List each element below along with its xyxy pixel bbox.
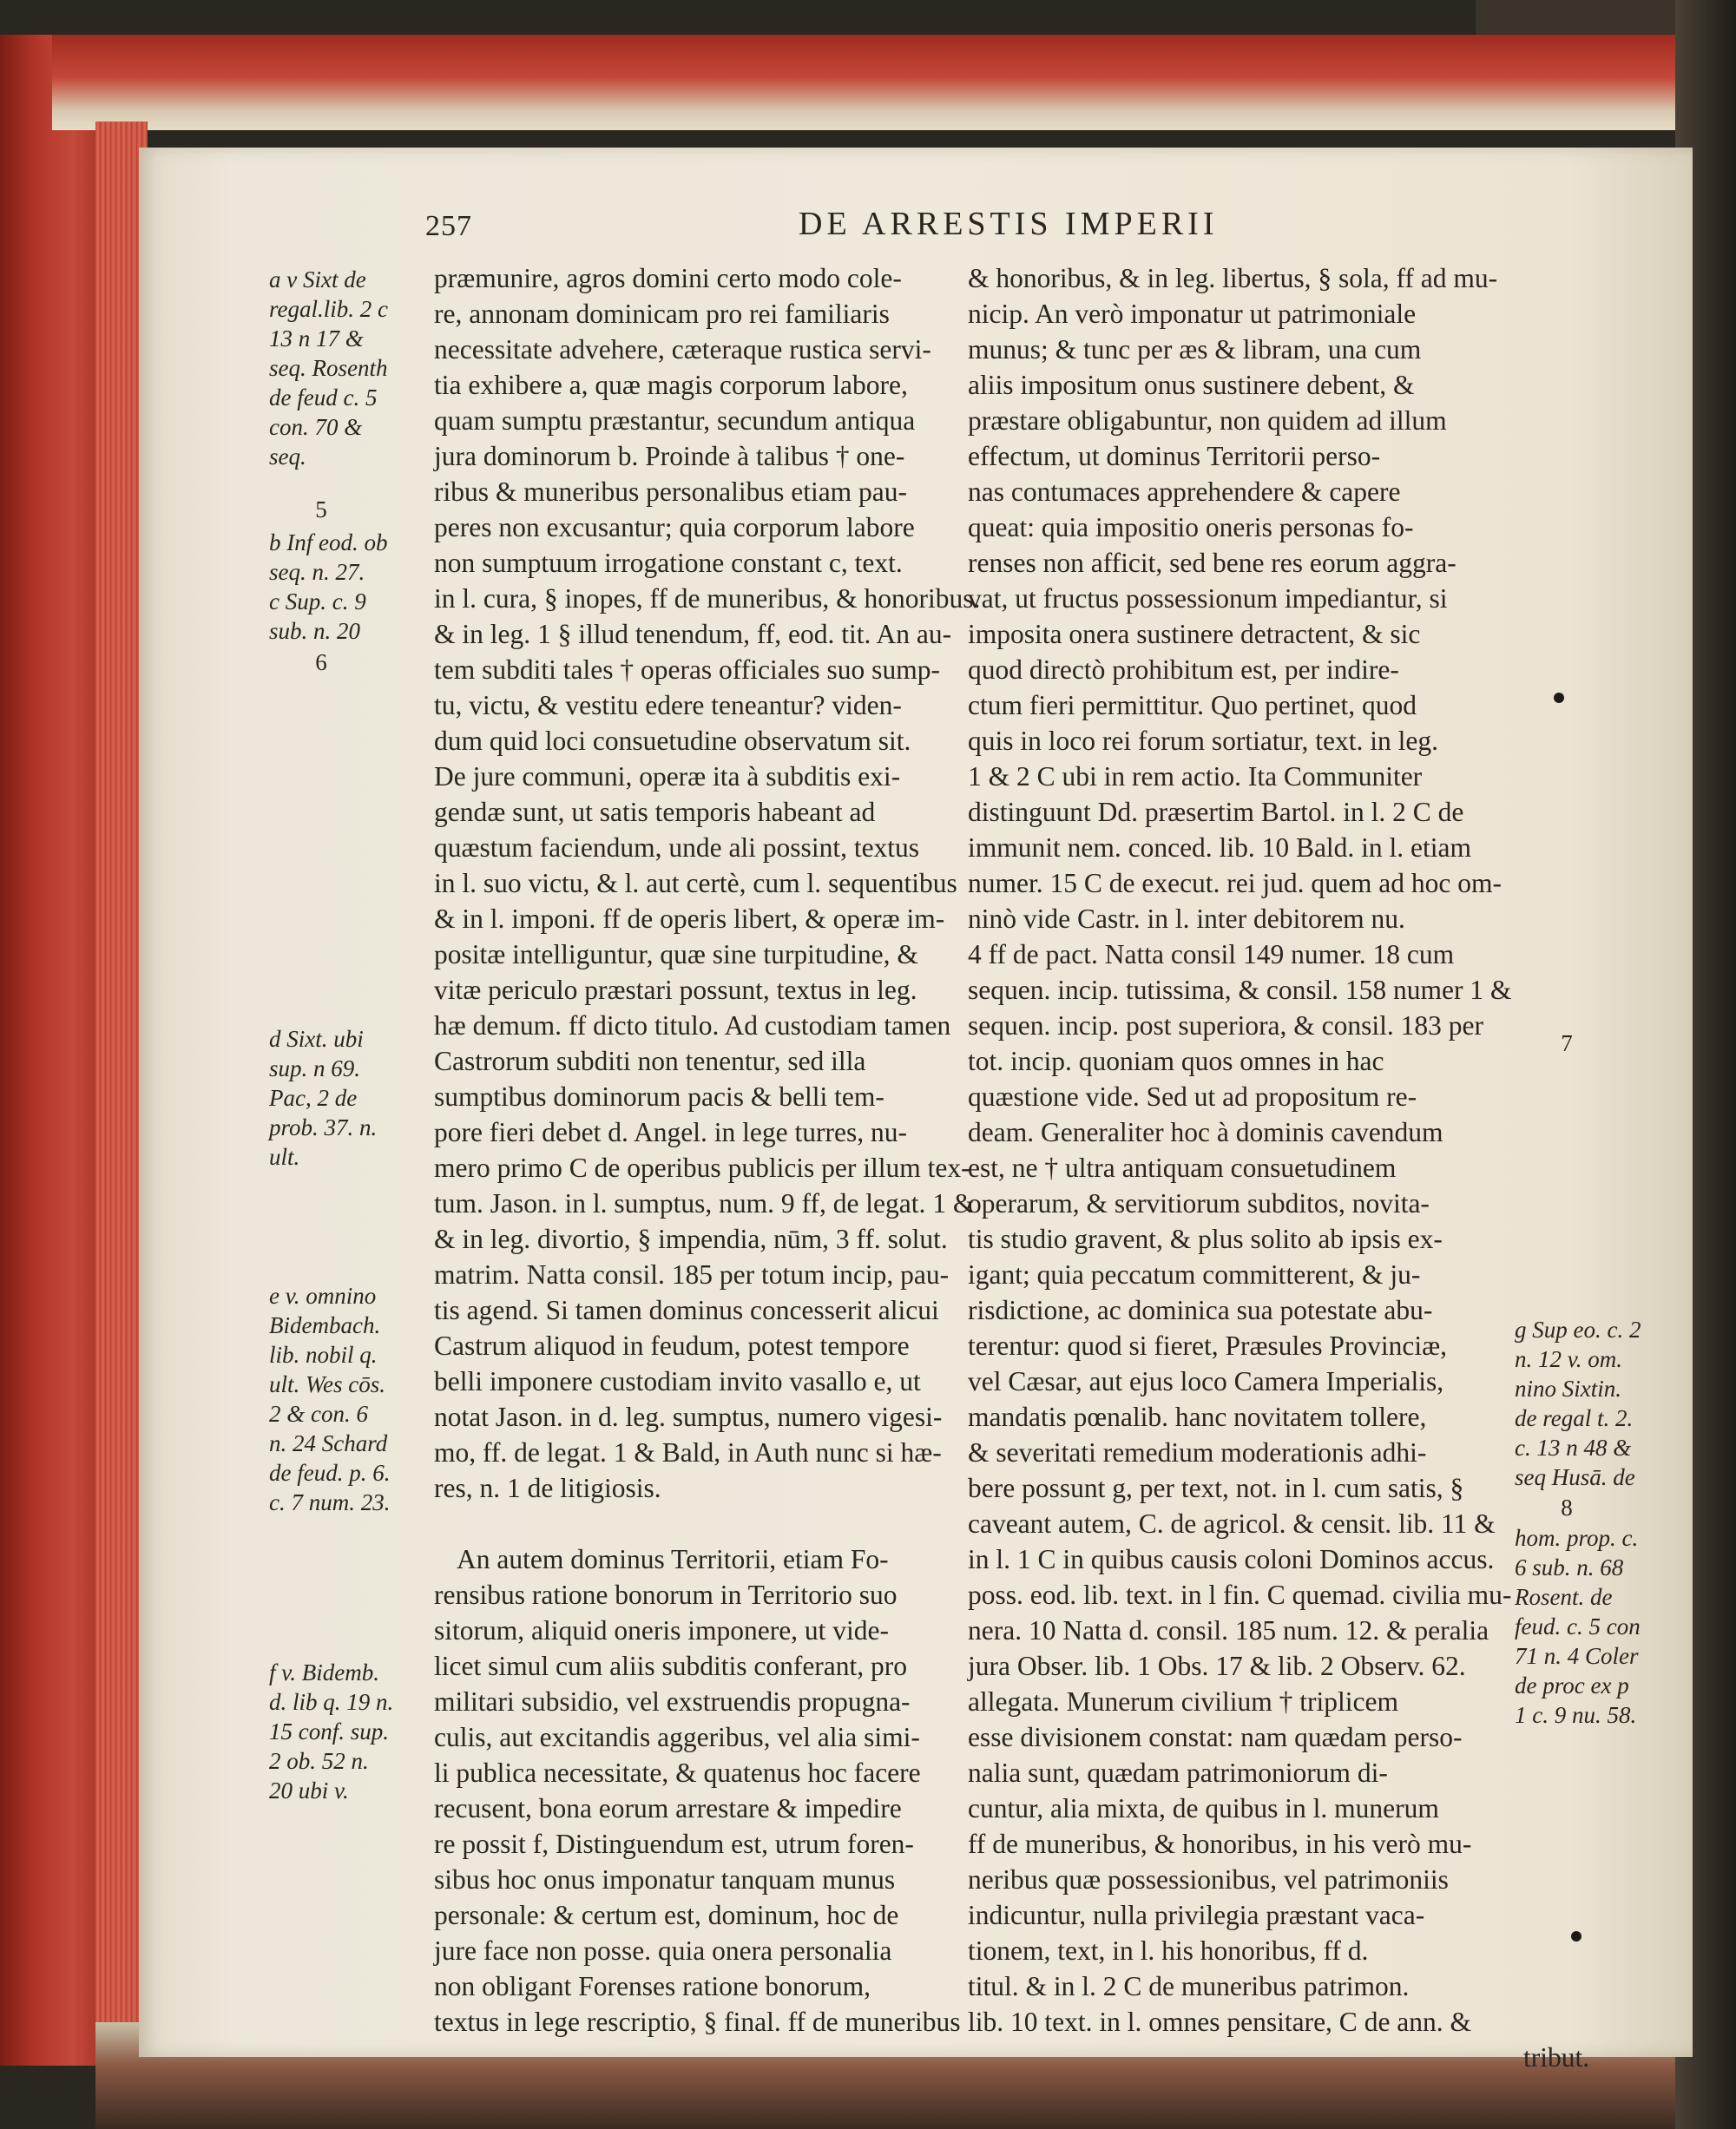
margin-note-d: d Sixt. ubi sup. n 69. Pac, 2 de prob. 37. n. ult. — [269, 1026, 378, 1170]
text-column-right: & honoribus, & in leg. libertus, § sola, ff ad mu- nicip. An verò imponatur ut patrimoniale munus; & tunc per æs & libram, una cum aliis impositum onus sustinere debent, & præstare obligabuntur, non quidem ad illum effectum, ut dominus Territorii perso- nas contumaces apprehendere & capere queat: quia impositio oneris personas fo- renses non afficit, sed bene res eorum aggra- vat, ut fructus possessionum impediantur, si imposita onera sustinere detractent, & sic quod directò prohibitum est, per indire- ctum fieri permittitur. Quo pertinet, quod quis in loco rei forum sortiatur, text. in leg. 1 & 2 C ubi in rem actio. Ita Communiter distinguunt Dd. præsertim Bartol. in l. 2 C de immunit nem. conced. lib. 10 Bald. in l. etiam numer. 15 C de execut. rei jud. quem ad hoc om- ninò vide Castr. in l. inter debitorem nu. 4 ff de pact. Natta consil 149 numer. 18 cum sequen. incip. tutissima, & consil. 158 numer 1 & sequen. incip. post superiora, & consil. 183 per tot. incip. quoniam quos omnes in hac quæstione vide. Sed ut ad propositum re- deam. Generaliter hoc à dominis cavendum est, ne † ultra antiquam consuetudinem operarum, & servitiorum subditos, novita- tis studio gravent, & plus solito ab ipsis ex- igant; quia peccatum committerent, & ju- risdictione, ac dominica sua potestate abu- terentur: quod si fieret, Præsules Provinciæ, vel Cæsar, aut ejus loco Camera Imperialis, mandatis pœnalib. hanc novitatem tollere, & severitati remedium moderationis adhi- bere possunt g, per text, not. in l. cum satis, § caveant autem, C. de agricol. & censit. lib. 11 & in l. 1 C in quibus causis coloni Dominos accus. poss. eod. lib. text. in l fin. C quemad. civilia mu- nera. 10 Natta d. consil. 185 num. 12. & peralia jura Obser. lib. 1 Obs. 17 & lib. 2 Observ. 62. allegata. Munerum civilium † triplicem esse divisionem constat: nam quædam perso- nalia sunt, quædam patrimoniorum di- cuntur, alia mixta, de quibus in l. munerum ff de muneribus, & honoribus, in his verò mu- neribus quæ possessionibus, vel patrimoniis indicuntur, nulla privilegia præstant vaca- tionem, text, in l. his honoribus, ff d. titul. & in l. 2 C de muneribus patrimon. lib. 10 text. in l. omnes pensitare, C de ann. & tribut. — [968, 263, 1590, 2073]
running-head: DE ARRESTIS IMPERII — [799, 206, 1219, 242]
margin-note-e: e v. omnino Bidembach. lib. nobil q. ult. Wes cōs. 2 & con. 6 n. 24 Schard de feud. p. 6. c. 7 num. 23. — [269, 1283, 391, 1515]
text-column-left: præmunire, agros domini certo modo cole- re, annonam dominicam pro rei familiaris necessitate advehere, cæteraque rustica servi- tia exhibere a, quæ magis corporum labore, quam sumptu præstantur, secundum antiqua jura dominorum b. Proinde à talibus † one- ribus & muneribus personalibus etiam pau- peres non excusantur; quia corporum labore non sumptuum irrogatione constant c, text. in l. cura, § inopes, ff de muneribus, & honoribus. & in leg. 1 § illud tenendum, ff, eod. tit. An au- tem subditi tales † operas officiales suo sump- tu, victu, & vestitu edere teneantur? viden- dum quid loci consuetudine observatum sit. De jure communi, operæ ita à subditis exi- gendæ sunt, ut satis temporis habeant ad quæstum faciendum, unde ali possint, textus in l. suo victu, & l. aut certè, cum l. sequentibus & in l. imponi. ff de operis libert, & operæ im- positæ intelliguntur, quæ sine turpitudine, & vitæ periculo præstari possunt, textus in leg. hæ demum. ff dicto titulo. Ad custodiam tamen Castrorum subditi non tenentur, sed illa sumptibus dominorum pacis & belli tem- pore fieri debet d. Angel. in lege turres, nu- mero primo C de operibus publicis per illum tex- tum. Jason. in l. sumptus, num. 9 ff, de legat. 1 & & in leg. divortio, § impendia, nūm, 3 ff. solut. matrim. Natta consil. 185 per totum incip, pau- tis agend. Si tamen dominus concesserit alicui Castrum aliquod in feudum, potest tempore belli imponere custodiam invito vasallo e, ut notat Jason. in d. leg. sumptus, numero vigesi- mo, ff. de legat. 1 & Bald, in Auth nunc si hæ- res, n. 1 de litigiosis. An autem dominus Territorii, etiam Fo- rensibus ratione bonorum in Territorio suo sitorum, aliquid oneris imponere, ut vide- licet simul cum aliis subditis conferant, pro militari subsidio, vel exstruendis propugna- culis, aut excitandis aggeribus, vel alia simi- li publica necessitate, & quatenus hoc facere recusent, bona eorum arrestare & impedire re possit f, Distinguendum est, utrum foren- sibus hoc onus imponatur tanquam munus personale: & certum est, dominum, hoc de jure face non posse. quia onera personalia non obligant Forenses ratione bonorum, textus in lege rescriptio, § final. ff de muneribus — [434, 263, 981, 2037]
margin-note-a: a v Sixt de regal.lib. 2 c 13 n 17 & seq. Rosenth de feud c. 5 con. 70 & seq. — [269, 266, 388, 470]
margin-note-g: g Sup eo. c. 2 n. 12 v. om. nino Sixtin. de regal t. 2. c. 13 n 48 & seq Husā. de — [1515, 1317, 1641, 1490]
book-page — [139, 148, 1693, 2073]
margin-number-8: 8 — [1561, 1495, 1573, 1521]
page-header — [139, 206, 1693, 253]
page-edge-left — [0, 35, 104, 2066]
ink-speck — [1554, 693, 1564, 703]
margin-note-f: f v. Bidemb. d. lib q. 19 n. 15 conf. sup. 2 ob. 52 n. 20 ubi v. — [269, 1659, 394, 1804]
page-edge-top — [52, 35, 1736, 130]
page-number: 257 — [425, 210, 472, 242]
margin-number-7: 7 — [1561, 1030, 1573, 1056]
margin-number-5: 5 — [315, 496, 327, 522]
margin-number-6: 6 — [315, 649, 327, 675]
ink-speck — [1571, 1931, 1581, 1942]
margin-note-h: hom. prop. c. 6 sub. n. 68 Rosent. de feud. c. 5 con 71 n. 4 Coler de proc ex p 1 c. 9 nu. 58. — [1515, 1525, 1641, 1728]
margin-note-b: b Inf eod. ob seq. n. 27. c Sup. c. 9 sub. n. 20 — [269, 529, 388, 644]
